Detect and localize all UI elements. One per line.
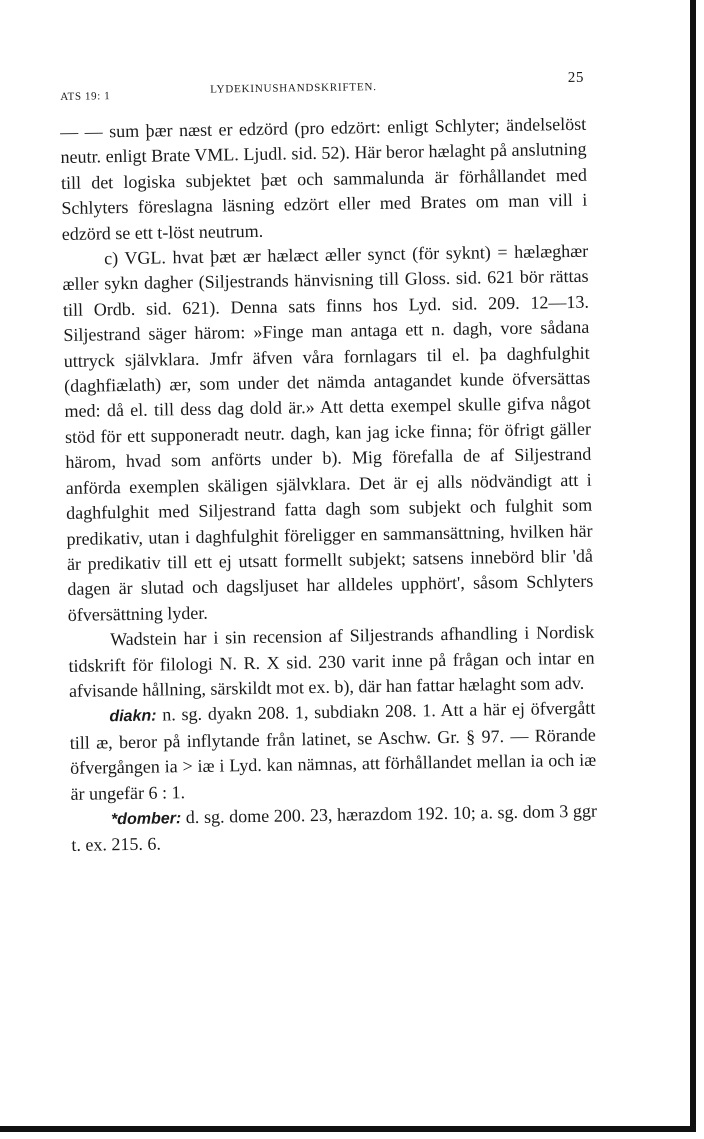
headword: diakn:	[109, 707, 157, 726]
paragraph-wadstein: Wadstein har i sin recension af Siljestrands afhandling i Nordisk tidskrift för filologi N. R. X sid. 230 varit inne på frågan och intar en afvisande hållning, särskildt mot ex. b), där han fattar hælaght som adv.	[68, 621, 595, 701]
paragraph-continuation: — — sum þær næst er edzörd (pro edzört: enligt Schlyter; ändelselöst neutr. enligt Brate VML. Ljudl. sid. 52). Här beror hælaght på anslutning till det logiska subjektet þæt och sammalunda är förhållandet med Schlyters föreslagna läsning edzört eller med Brates om man vill i edzörd se ett t-löst neutrum.	[60, 113, 588, 244]
page-number: 25	[567, 69, 585, 87]
signature-mark: ATS 19: 1	[60, 90, 111, 103]
entry-diakn	[69, 696, 597, 807]
body-text	[60, 112, 598, 859]
document-page	[60, 69, 598, 859]
paragraph-c: c) VGL. hvat þæt ær hælæct æller synct (för syknt) = hælæghær æller sykn dagher (Siljestrands hänvisning till Gloss. sid. 621 bör rättas till Ordb. sid. 621). Denna sats finns hos Lyd. sid. 209. 12—13. Siljestrand säger härom: »Finge man antaga ett n. dagh, vore sådana uttryck självklara. Jmfr äfven våra fornlagars til el. þa daghfulghit (daghfiælath) ær, som under det nämda antagandet kunde öfversättas med: då el. till dess dag dold är.» Att detta exempel skulle gifva något stöd för ett supponeradt neutr. dagh, kan jag icke finna; för öfrigt gäller härom, hvad som anförts under b). Mig förefalla de af Siljestrand anförda exemplen skäligen självklara. Det är ej alls nödvändigt att i daghfulghit med Siljestrand fatta dagh som subjekt och fulghit som predikativ, utan i daghfulghit föreligger en sammansättning, hvilken här är predikativ till ett ej utsatt formellt subjekt; satsens innebörd blir 'då dagen är slutad och dagsljuset har alldeles upphört', såsom Schlyters öfversättning lyder.	[62, 240, 594, 625]
headword: *domber:	[110, 810, 182, 829]
entry-text: n. sg. dyakn 208. 1, subdiakn 208. 1. Att a här ej öfvergått till æ, beror på inflytande från latinet, se Aschw. Gr. § 97. — Rörande öfvergången ia > iæ i Lyd. kan nämnas, att förhållandet mellan ia och iæ är ungefär 6 : 1.	[69, 698, 597, 804]
running-title: LYDEKINUSHANDSKRIFTEN.	[210, 81, 377, 96]
entry-domber	[71, 799, 598, 859]
entry-text: d. sg. dome 200. 23, hærazdom 192. 10; a. sg. dom 3 ggr t. ex. 215. 6.	[71, 800, 598, 856]
